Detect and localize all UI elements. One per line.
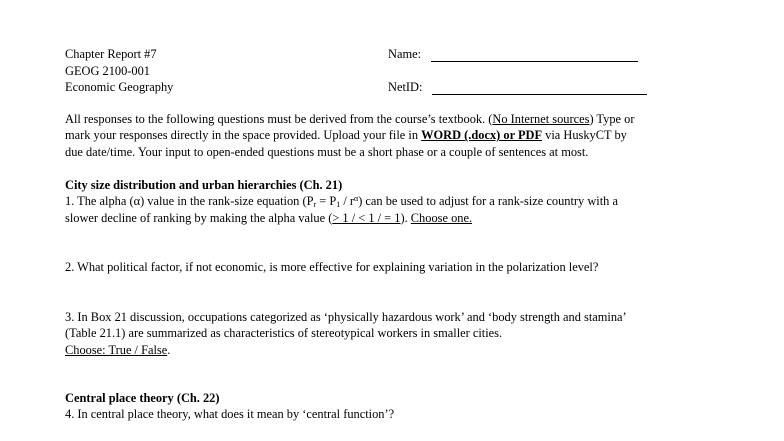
chapter-title: Chapter Report #7 [65, 47, 157, 61]
question-4-text: 4. In central place theory, what does it mean by ‘central function’? [65, 407, 395, 422]
q1-choices[interactable]: > 1 / < 1 / = 1 [332, 210, 401, 225]
question-1-line-1 [65, 193, 725, 209]
q1-text-e: slower decline of ranking by making the alpha value ( [65, 210, 333, 225]
q1-sup-alpha: α [354, 194, 359, 204]
q1-sub-r: r [313, 200, 317, 210]
question-3-line-2: (Table 21.1) are summarized as characteristics of stereotypical workers in smaller cities. [65, 326, 503, 341]
question-2 [65, 259, 725, 275]
name-input-line[interactable] [431, 49, 638, 62]
section-central-place [65, 390, 725, 423]
q1-text-d: ) can be used to adjust for a rank-size country with a [358, 194, 618, 209]
netid-field-row [388, 79, 647, 95]
header-course-info [65, 46, 173, 96]
q1-text-f: ). [400, 210, 411, 225]
file-format-note: WORD (.docx) or PDF [421, 128, 543, 143]
q1-text-a: 1. The alpha (α) value in the rank-size equation (P [65, 194, 314, 209]
netid-input-line[interactable] [432, 82, 647, 95]
q3-choose-true-false[interactable]: Choose: True / False [65, 342, 168, 357]
q1-text-c: / r [340, 194, 354, 209]
section-heading-city-size: City size distribution and urban hierarchies (Ch. 21) [65, 178, 343, 192]
instructions [65, 111, 725, 160]
instructions-text-1: All responses to the following questions must be derived from the course’s textbook. ( [65, 112, 493, 126]
q1-sub-1: 1 [336, 200, 341, 210]
name-field-row [388, 46, 638, 62]
question-2-text: 2. What political factor, if not economic, is more effective for explaining variation in the polarization level? [65, 260, 599, 274]
no-internet-note: No Internet sources [492, 112, 590, 126]
course-code: GEOG 2100-001 [65, 63, 151, 78]
instructions-text-5: due date/time. Your input to open-ended questions must be a short phase or a couple of sentences at most. [65, 144, 589, 159]
netid-label: NetID: [388, 80, 423, 94]
q3-period: . [167, 342, 171, 357]
q1-text-eq: = P [316, 194, 337, 209]
instructions-text-4: via HuskyCT by [542, 128, 627, 143]
question-3 [65, 309, 725, 358]
course-name: Economic Geography [65, 80, 174, 95]
section-heading-central-place: Central place theory (Ch. 22) [65, 391, 220, 405]
question-3-line-1: 3. In Box 21 discussion, occupations categorized as ‘physically hazardous work’ and ‘body strength and stamina’ [65, 310, 627, 324]
instructions-text-3: mark your responses directly in the space provided. Upload your file in [65, 128, 422, 143]
instructions-text-2: ) Type or [589, 112, 635, 126]
name-label: Name: [388, 47, 422, 61]
q1-choose-one: Choose one. [410, 210, 473, 225]
section-city-size [65, 177, 725, 226]
question-1-line-2 [65, 210, 725, 226]
